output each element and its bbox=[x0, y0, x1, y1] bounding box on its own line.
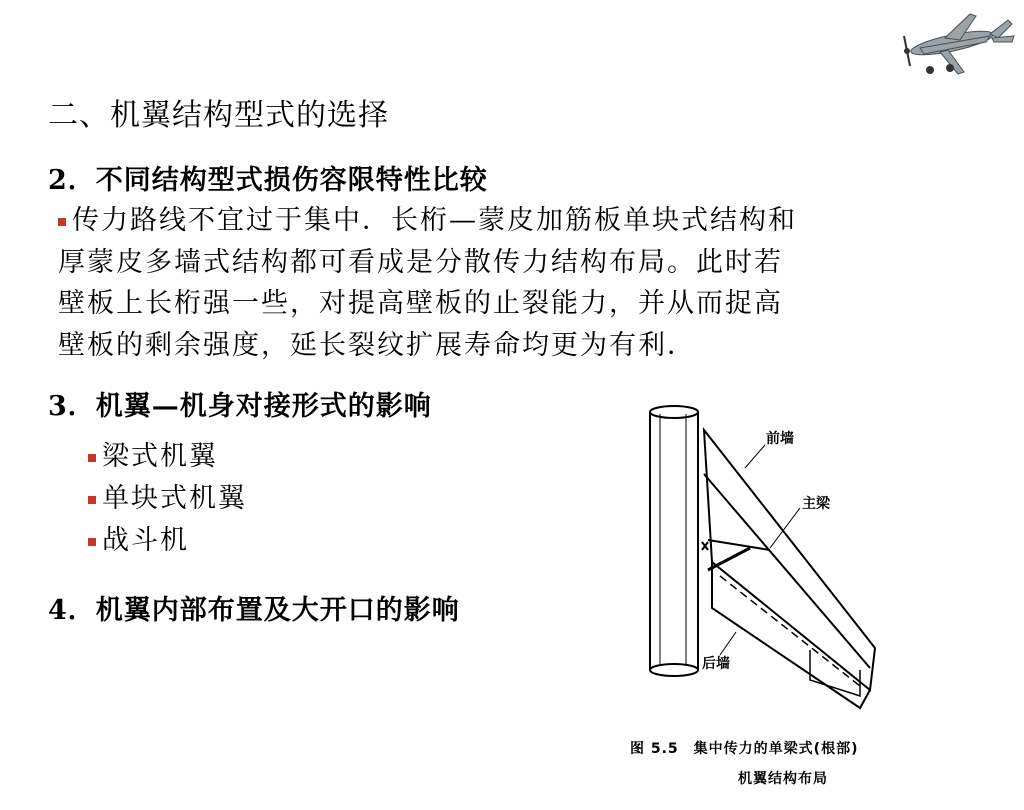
list-item: 梁式机翼 bbox=[88, 436, 247, 478]
section-3-title: 3．机翼—机身对接形式的影响 bbox=[48, 391, 432, 422]
bullet-square-icon bbox=[88, 538, 96, 546]
section-2-paragraph bbox=[58, 200, 938, 366]
bullet-square-icon bbox=[88, 496, 96, 504]
rear-spar-label: 后墙 bbox=[702, 656, 730, 672]
paragraph-line: 壁板的剩余强度，延长裂纹扩展寿命均更为有利． bbox=[58, 329, 696, 361]
front-spar-label: 前墙 bbox=[766, 431, 794, 447]
paragraph-line: 壁板上长桁强一些，对提高壁板的止裂能力，并从而捉高 bbox=[58, 288, 783, 319]
paragraph-line: 厚蒙皮多墙式结构都可看成是分散传力结构布局。此时若 bbox=[58, 246, 783, 278]
list-item: 战斗机 bbox=[88, 520, 247, 562]
list-item: 单块式机翼 bbox=[88, 478, 247, 520]
section-3-list bbox=[88, 436, 247, 562]
figure-caption-line-2: 机翼结构布局 bbox=[738, 771, 828, 787]
paragraph-line: 传力路线不宜过于集中．长桁—蒙皮加筋板单块式结构和 bbox=[58, 200, 938, 242]
section-4-title: 4．机翼内部布置及大开口的影响 bbox=[48, 595, 460, 626]
wing-structure-diagram bbox=[620, 390, 920, 720]
bullet-square-icon bbox=[88, 454, 96, 462]
figure-caption-line-1: 图 5.5 集中传力的单梁式(根部) bbox=[630, 741, 859, 757]
main-beam-label: 主梁 bbox=[802, 496, 830, 512]
bullet-square-icon bbox=[58, 218, 66, 226]
airplane-icon bbox=[890, 8, 1020, 78]
section-2-title: 2．不同结构型式损伤容限特性比较 bbox=[48, 165, 488, 196]
slide-heading: 二、机翼结构型式的选择 bbox=[48, 98, 389, 133]
